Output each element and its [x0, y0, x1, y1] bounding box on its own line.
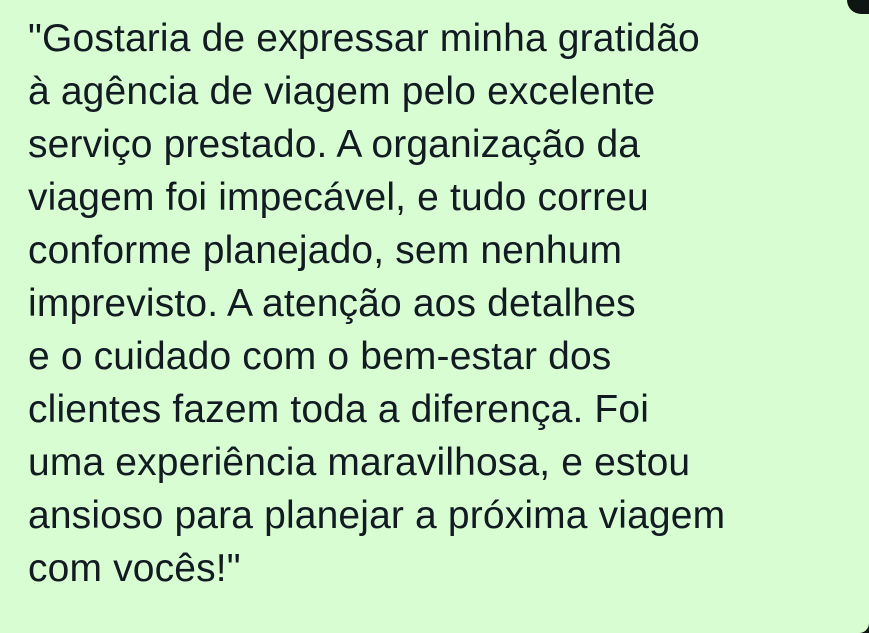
- message-line: "Gostaria de expressar minha gratidão: [28, 17, 700, 60]
- message-line: imprevisto. A atenção aos detalhes: [28, 282, 636, 325]
- message-line: serviço prestado. A organização da: [28, 123, 641, 166]
- message-line: viagem foi impecável, e tudo correu: [28, 176, 649, 219]
- message-line: conforme planejado, sem nenhum: [28, 229, 623, 272]
- message-line: uma experiência maravilhosa, e estou: [28, 441, 691, 484]
- message-line: e o cuidado com o bem-estar dos: [28, 335, 612, 378]
- message-line: com vocês!": [28, 547, 241, 590]
- message-line: ansioso para planejar a próxima viagem: [28, 494, 726, 537]
- message-line: à agência de viagem pelo excelente: [28, 70, 656, 113]
- message-line: clientes fazem toda a diferença. Foi: [28, 388, 650, 431]
- message-text: [28, 12, 848, 595]
- bubble-corner: [847, 0, 869, 14]
